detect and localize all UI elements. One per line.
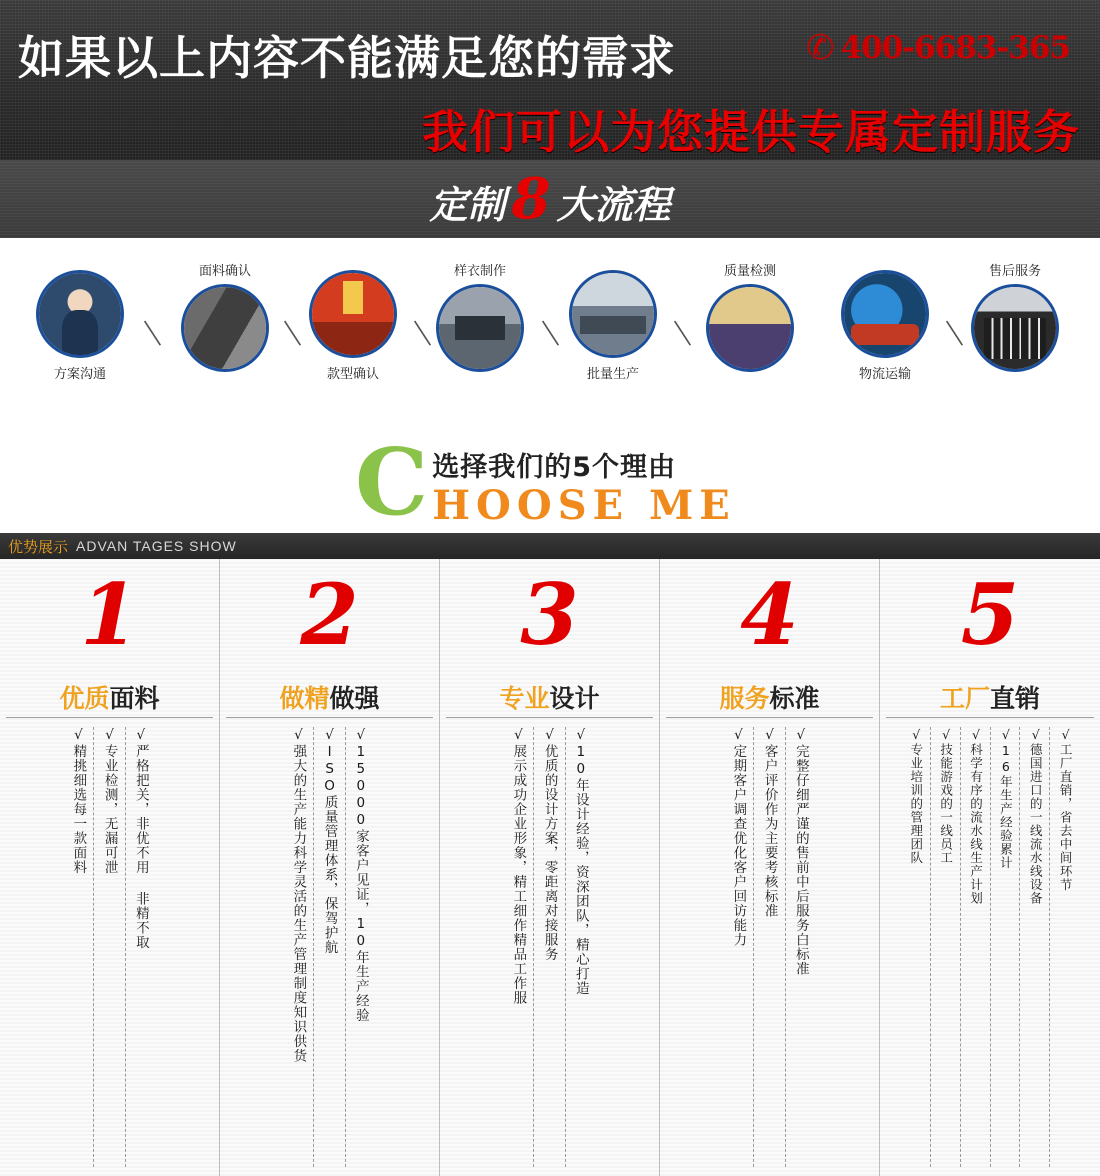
advantage-rule-3	[446, 717, 653, 718]
advantage-item: √精挑细选每一款面料	[70, 727, 87, 875]
process-step-8	[960, 260, 1070, 372]
advantage-item: √客户评价作为主要考核标准	[753, 727, 784, 1167]
process-step-3-label: 款型确认	[326, 367, 379, 382]
advantage-item: √展示成功企业形象，精工细作精品工作服	[510, 727, 527, 1005]
advantage-heading-2	[220, 679, 439, 715]
process-step-5	[558, 270, 668, 382]
process-step-4-label: 样衣制作	[453, 264, 506, 279]
flow-arrow-6-icon: ＼	[940, 319, 968, 349]
advantage-heading-3-left: 专业	[499, 684, 550, 713]
advantage-number-5: 5	[960, 565, 1020, 664]
process-step-2-label: 面料确认	[198, 264, 251, 279]
advantage-item: √定期客户调查优化客户回访能力	[730, 727, 747, 947]
advantage-item: √技能游戏的一线员工	[930, 727, 960, 1167]
process-step-7-label: 物流运输	[858, 367, 911, 382]
process-step-2	[170, 260, 280, 372]
process-title-prefix: 定制	[429, 183, 506, 227]
advantage-column-4	[660, 559, 880, 1176]
phone-icon: ✆	[806, 29, 835, 67]
advantage-column-3	[440, 559, 660, 1176]
advantage-item: √德国进口的一线流水线设备	[1019, 727, 1049, 1167]
advantage-rule-1	[6, 717, 213, 718]
advantage-rule-5	[886, 717, 1094, 718]
red-uniform-photo	[309, 270, 397, 358]
process-step-4	[425, 260, 535, 372]
advantage-item: √专业培训的管理团队	[908, 727, 924, 865]
service-team-photo	[971, 284, 1059, 372]
advantage-heading-1-left: 优质	[59, 684, 110, 713]
advantage-number-1: 1	[80, 565, 139, 664]
advantage-column-2	[220, 559, 440, 1176]
advantage-number-2: 2	[300, 565, 359, 664]
advantage-item: √强大的生产能力科学灵活的生产管理制度知识供货	[290, 727, 307, 1063]
advantage-heading-4-left: 服务	[719, 684, 770, 713]
phone-block	[806, 30, 1070, 66]
advantage-heading-5	[880, 679, 1100, 715]
flow-arrow-1-icon: ＼	[138, 319, 166, 349]
advantage-item: √10年设计经验，资深团队，精心打造	[565, 727, 596, 1167]
factory-line-photo	[569, 270, 657, 358]
advantage-item: √科学有序的流水线生产计划	[960, 727, 990, 1167]
advantage-item: √完整仔细严谨的售前中后服务白标准	[785, 727, 816, 1167]
choose-big-letter: C	[355, 433, 429, 533]
logistics-globe-photo	[841, 270, 929, 358]
process-title-suffix: 大流程	[556, 183, 671, 227]
flow-arrow-4-icon: ＼	[536, 319, 564, 349]
advantage-heading-1-right: 面料	[109, 684, 160, 713]
customer-service-photo	[36, 270, 124, 358]
advantage-heading-3	[440, 679, 659, 715]
advantage-list-3	[440, 727, 659, 1170]
flow-arrow-5-icon: ＼	[668, 319, 696, 349]
advantage-list-4	[660, 727, 879, 1170]
process-flow	[0, 238, 1100, 433]
advantage-bar-cn: 优势展示	[8, 537, 69, 556]
process-step-8-label: 售后服务	[988, 264, 1041, 279]
fabric-rolls-photo	[181, 284, 269, 372]
phone-number: 400-6683-365	[840, 30, 1070, 66]
choose-en-title: HOOSE ME	[432, 482, 736, 529]
advantage-heading-4-right: 标准	[769, 684, 820, 713]
advantage-bar	[0, 533, 1100, 559]
advantage-item: √专业检测，无漏可泄	[93, 727, 124, 1167]
choose-text-block	[432, 445, 736, 529]
banner-headline-1: 如果以上内容不能满足您的需求	[18, 31, 676, 85]
process-step-6	[695, 260, 805, 372]
advantage-column-5	[880, 559, 1100, 1176]
flow-arrow-2-icon: ＼	[278, 319, 306, 349]
advantage-heading-3-right: 设计	[549, 684, 600, 713]
advantage-column-1	[0, 559, 220, 1176]
choose-me-inner	[355, 433, 736, 533]
advantage-heading-4	[660, 679, 879, 715]
advantage-heading-2-right: 做强	[329, 684, 380, 713]
advantage-list-5	[880, 727, 1100, 1170]
choose-cn-title: 选择我们的5个理由	[432, 452, 677, 483]
process-step-7	[830, 270, 940, 382]
advantage-rule-4	[666, 717, 873, 718]
process-title-bar	[0, 160, 1100, 238]
advantage-heading-1	[0, 679, 219, 715]
process-step-1	[25, 270, 135, 382]
advantage-number-4: 4	[740, 565, 799, 664]
banner-headline-2: 我们可以为您提供专属定制服务	[422, 105, 1080, 159]
process-title	[430, 166, 671, 232]
advantage-rule-2	[226, 717, 433, 718]
advantage-item: √16年生产经验累计	[990, 727, 1020, 1167]
advantage-list-1	[0, 727, 219, 1170]
advantage-heading-2-left: 做精	[279, 684, 330, 713]
advantage-number-3: 3	[520, 565, 579, 664]
process-step-3	[298, 270, 408, 382]
advantage-item: √工厂直销，省去中间环节	[1049, 727, 1079, 1167]
top-banner	[0, 0, 1100, 160]
process-step-1-label: 方案沟通	[53, 367, 106, 382]
advantage-item: √严格把关，非优不用 非精不取	[125, 727, 156, 1167]
inspection-photo	[706, 284, 794, 372]
process-step-6-label: 质量检测	[723, 264, 776, 279]
choose-me-section	[0, 433, 1100, 533]
advantage-bar-en: ADVAN TAGES SHOW	[76, 538, 237, 554]
advantage-item: √ISO质量管理体系，保驾护航	[313, 727, 344, 1167]
process-step-5-label: 批量生产	[586, 367, 639, 382]
advantage-item: √15000家客户见证，10年生产经验	[345, 727, 376, 1167]
flow-arrow-3-icon: ＼	[408, 319, 436, 349]
process-title-number: 8	[511, 166, 551, 232]
advantage-heading-5-left: 工厂	[939, 684, 990, 713]
advantage-list-2	[220, 727, 439, 1170]
sewing-sample-photo	[436, 284, 524, 372]
advantage-columns	[0, 559, 1100, 1176]
advantage-heading-5-right: 直销	[990, 684, 1041, 713]
advantage-item: √优质的设计方案，零距离对接服务	[533, 727, 564, 1167]
